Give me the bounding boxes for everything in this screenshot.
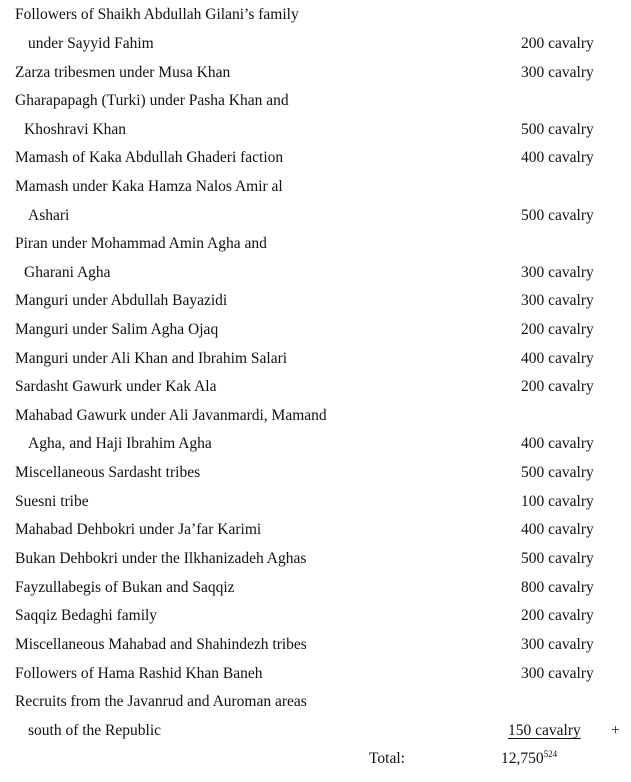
total-value (501, 749, 557, 769)
table-row (0, 520, 631, 540)
row-value: 400 cavalry (521, 435, 594, 452)
table-row (0, 692, 631, 712)
row-name: Bukan Dehbokri under the Ilkhanizadeh Aghas (15, 550, 307, 567)
row-value: 200 cavalry (521, 607, 594, 624)
row-name: Ashari (28, 207, 70, 224)
row-name: Zarza tribesmen under Musa Khan (15, 64, 231, 81)
row-name: Recruits from the Javanrud and Auroman areas (15, 693, 307, 710)
row-name: Gharapapagh (Turki) under Pasha Khan and (15, 92, 289, 109)
plus-sign: + (611, 722, 620, 739)
table-row (0, 463, 631, 483)
footnote-marker: 524 (543, 748, 558, 759)
table-row (0, 549, 631, 569)
row-name: Mamash under Kaka Hamza Nalos Amir al (15, 178, 283, 195)
row-value: 500 cavalry (521, 207, 594, 224)
table-row (0, 377, 631, 397)
table-row (0, 406, 631, 426)
table-row (0, 91, 631, 111)
row-name: Followers of Hama Rashid Khan Baneh (15, 665, 263, 682)
row-name: Suesni tribe (15, 493, 89, 510)
row-value: 150 cavalry (508, 722, 581, 739)
table-row (0, 291, 631, 311)
row-value: 200 cavalry (521, 321, 594, 338)
row-value: 500 cavalry (521, 464, 594, 481)
table-row (0, 63, 631, 83)
row-name: Manguri under Ali Khan and Ibrahim Salari (15, 350, 288, 367)
row-value: 500 cavalry (521, 550, 594, 567)
table-row (0, 320, 631, 340)
row-name: Khoshravi Khan (24, 121, 127, 138)
row-name: Piran under Mohammad Amin Agha and (15, 235, 267, 252)
table-row (0, 578, 631, 598)
table-row (0, 148, 631, 168)
row-value: 300 cavalry (521, 636, 594, 653)
row-name: Fayzullabegis of Bukan and Saqqiz (15, 579, 235, 596)
row-value: 200 cavalry (521, 35, 594, 52)
total-label: Total: (369, 750, 405, 767)
table-row (0, 349, 631, 369)
row-name: Saqqiz Bedaghi family (15, 607, 158, 624)
total-row (0, 749, 631, 769)
table-row (0, 664, 631, 684)
row-name: Agha, and Haji Ibrahim Agha (28, 435, 212, 452)
table-row (0, 263, 631, 283)
row-name: Mamash of Kaka Abdullah Ghaderi faction (15, 149, 284, 166)
row-name: Miscellaneous Sardasht tribes (15, 464, 201, 481)
row-name: Mahabad Dehbokri under Ja’far Karimi (15, 521, 262, 538)
row-value: 400 cavalry (521, 350, 594, 367)
row-value: 300 cavalry (521, 264, 594, 281)
table-row (0, 234, 631, 254)
table-row (0, 492, 631, 512)
row-value: 800 cavalry (521, 579, 594, 596)
row-value: 200 cavalry (521, 378, 594, 395)
row-value: 400 cavalry (521, 149, 594, 166)
row-value: 300 cavalry (521, 292, 594, 309)
row-name: Sardasht Gawurk under Kak Ala (15, 378, 217, 395)
row-value: 400 cavalry (521, 521, 594, 538)
row-value: 100 cavalry (521, 493, 594, 510)
row-name: Miscellaneous Mahabad and Shahindezh tribes (15, 636, 307, 653)
table-row (0, 5, 631, 25)
table-row (0, 177, 631, 197)
row-name: under Sayyid Fahim (28, 35, 154, 52)
row-name: south of the Republic (28, 722, 162, 739)
row-name: Gharani Agha (24, 264, 111, 281)
row-value: 300 cavalry (521, 665, 594, 682)
table-row (0, 206, 631, 226)
table-row (0, 434, 631, 454)
table-row (0, 721, 631, 741)
row-name: Manguri under Abdullah Bayazidi (15, 292, 228, 309)
total-amount: 12,750 (501, 750, 544, 767)
row-name: Followers of Shaikh Abdullah Gilani’s family (15, 6, 299, 23)
row-name: Manguri under Salim Agha Ojaq (15, 321, 219, 338)
table-row (0, 34, 631, 54)
table-row (0, 606, 631, 626)
table-row (0, 120, 631, 140)
row-value: 300 cavalry (521, 64, 594, 81)
row-value: 500 cavalry (521, 121, 594, 138)
table-row (0, 635, 631, 655)
row-name: Mahabad Gawurk under Ali Javanmardi, Mamand (15, 407, 327, 424)
